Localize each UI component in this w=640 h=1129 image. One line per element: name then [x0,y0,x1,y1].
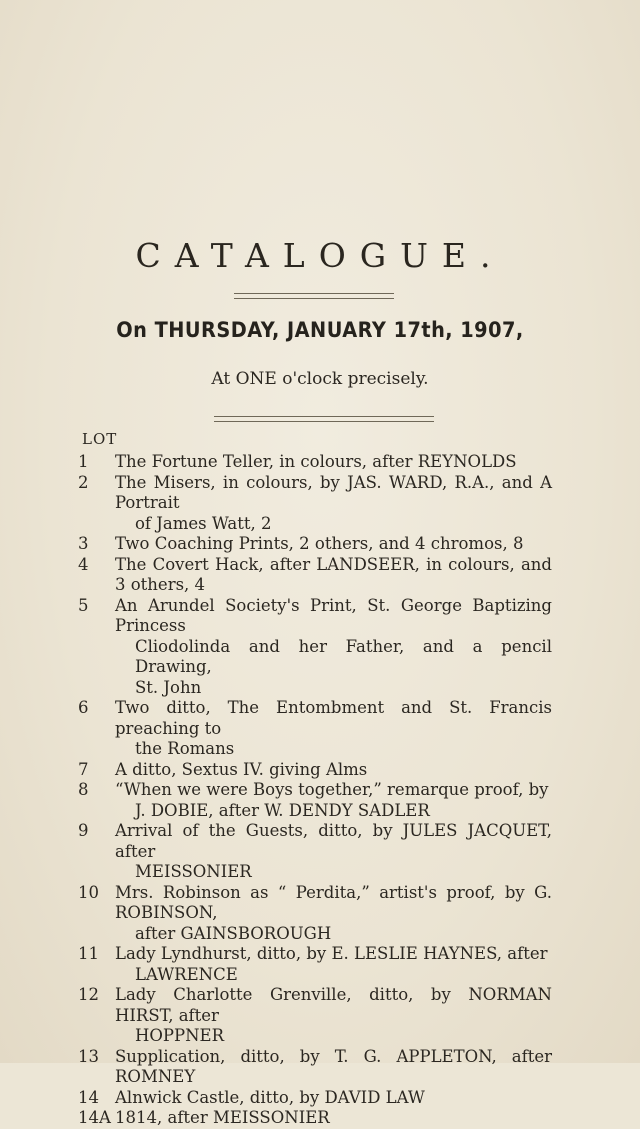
lot-description-line: the Romans [135,739,235,758]
lot-description-line: HOPPNER [135,1026,225,1045]
lot-description-line: 1814, after MEISSONIER [115,1108,330,1127]
lot-description-line: after GAINSBOROUGH [135,923,332,943]
lot-number: 4 [78,554,89,574]
lot-description-line: The Fortune Teller, in colours, after REYNOLDS [115,452,517,471]
lot-number: 3 [78,534,89,553]
lot-item [0,534,640,555]
lot-description-line: of James Watt, 2 [135,513,272,533]
lot-description-line: LAWRENCE [135,964,238,984]
lot-number: 6 [78,698,89,717]
lot-description-line: Lady Charlotte Grenville, ditto, by NORMAN HIRST, after [115,985,552,1025]
header-divider [214,416,434,422]
lot-item [0,698,640,760]
lot-description-line: “When we were Boys together,” remarque proof, by [115,780,549,799]
catalogue-title: CATALOGUE. [135,236,505,275]
lot-description-line: Supplication, ditto, by T. G. APPLETON, after ROMNEY [115,1046,552,1086]
lot-description-line: Two ditto, The Entombment and St. Francis preaching to [115,698,552,738]
lot-number: 9 [78,821,89,840]
lot-number: 11 [78,944,99,963]
lot-item [0,473,640,535]
lot-number: 14A [78,1108,111,1127]
lot-item [0,596,640,699]
lot-item [0,760,640,781]
lot-item [0,452,640,473]
lot-list [0,452,640,1129]
lot-item [0,944,640,985]
lot-description-line: Cliodolinda and her Father, and a pencil Drawing, [135,636,552,676]
lot-number: 1 [78,452,89,471]
lot-description-line: Arrival of the Guests, ditto, by JULES JACQUET, after [115,821,552,861]
lot-number: 5 [78,595,89,615]
lot-number: 2 [78,472,89,492]
lot-description-line: Alnwick Castle, ditto, by DAVID LAW [115,1087,425,1107]
lot-description-line: Two Coaching Prints, 2 others, and 4 chromos, 8 [115,534,524,553]
title-divider [234,293,394,299]
lot-description-line: The Covert Hack, after LANDSEER, in colours, and 3 others, 4 [115,554,552,594]
lot-number: 8 [78,780,89,799]
lot-item [0,1088,640,1109]
lot-description-line: St. John [135,677,202,697]
lot-item [0,780,640,821]
lot-number: 10 [78,882,99,902]
lot-description-line: MEISSONIER [135,862,252,881]
lot-number: 14 [78,1087,99,1107]
lot-description-line: An Arundel Society's Print, St. George Baptizing Princess [115,595,552,635]
lot-number: 12 [78,985,99,1004]
lot-item [0,821,640,883]
lot-description-line: A ditto, Sextus IV. giving Alms [115,759,368,779]
lot-description-line: J. DOBIE, after W. DENDY SADLER [135,800,430,820]
sale-time: At ONE o'clock precisely. [211,369,429,389]
sale-date: On THURSDAY, JANUARY 17th, 1907, [116,318,524,342]
lot-column-header: LOT [82,430,118,448]
lot-description-line: The Misers, in colours, by JAS. WARD, R.A., and A Portrait [115,472,552,512]
lot-number: 13 [78,1046,99,1066]
lot-item [0,1108,640,1129]
lot-number: 7 [78,759,89,779]
lot-item [0,1047,640,1088]
lot-description-line: Lady Lyndhurst, ditto, by E. LESLIE HAYNES, after [115,944,548,963]
lot-item [0,555,640,596]
lot-item [0,985,640,1047]
lot-description-line: Mrs. Robinson as “ Perdita,” artist's proof, by G. ROBINSON, [115,882,552,922]
lot-item [0,883,640,945]
